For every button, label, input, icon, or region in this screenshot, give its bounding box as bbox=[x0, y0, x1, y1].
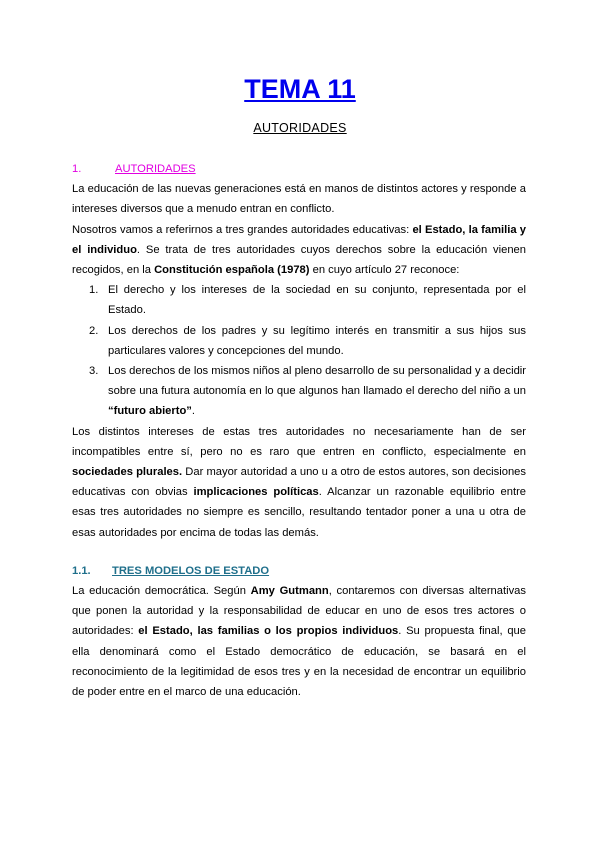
list-item bbox=[72, 280, 526, 320]
list-item-text: Los derechos de los padres y su legítimo interés en transmitir a sus hijos sus particulares valores y concepciones del mundo. bbox=[108, 324, 526, 357]
text-run: La educación democrática. Según bbox=[72, 585, 251, 598]
section-1-1-heading bbox=[72, 561, 526, 581]
text-run: , contaremos con diversas alternativas que ponen la autoridad y la responsabilidad de educar en uno de esos tres actores o autoridades: bbox=[72, 585, 526, 638]
list-marker: 3. bbox=[89, 365, 99, 378]
text-run: . Alcanzar un razonable equilibrio entre esas tres autoridades no siempre es sencillo, resultando tentador poner a una u otra de esas autoridades por encima de todas las demás. bbox=[72, 486, 527, 539]
text-run: . bbox=[191, 405, 196, 418]
list-item-text: Los derechos de los mismos niños al pleno desarrollo de su personalidad y a decidir sobre una futura autonomía en lo que algunos han llamado el derecho del niño a un bbox=[108, 365, 526, 398]
list-item bbox=[72, 321, 526, 361]
section-1-intro: La educación de las nuevas generaciones está en manos de distintos actores y responde a intereses diversos que a menudo entran en conflicto. bbox=[72, 183, 526, 216]
section-1-title: AUTORIDADES bbox=[115, 163, 196, 175]
document-subtitle: AUTORIDADES bbox=[253, 121, 347, 135]
text-run: Nosotros vamos a referirnos a tres grandes autoridades educativas: bbox=[72, 223, 413, 236]
bold-run: sociedades plurales. bbox=[72, 466, 183, 479]
list-marker: 1. bbox=[89, 284, 99, 297]
document-title: TEMA 11 bbox=[244, 74, 356, 104]
section-1-heading bbox=[72, 159, 526, 179]
section-1-1-paragraph bbox=[72, 581, 526, 702]
list-item bbox=[72, 361, 526, 422]
list-item-text: El derecho y los intereses de la sociedad en su conjunto, representada por el Estado. bbox=[108, 284, 526, 317]
section-1-paragraph-2 bbox=[72, 220, 526, 281]
text-run: Los distintos intereses de estas tres autoridades no necesariamente han de ser incompatibles entre sí, pero no es raro que entren en conflicto, especialmente en bbox=[72, 425, 526, 458]
bold-run: Amy Gutmann bbox=[250, 585, 329, 598]
bold-run: implicaciones políticas bbox=[193, 486, 319, 499]
text-run: . Se trata de tres autoridades cuyos derechos sobre la educación vienen recogidos, en la bbox=[72, 243, 526, 277]
text-run: Dar mayor autoridad a uno u a otro de estos autores, son decisiones educativas con obvias bbox=[72, 466, 526, 499]
section-1-1-number: 1.1. bbox=[72, 564, 91, 577]
document-body bbox=[72, 159, 526, 702]
section-1-1-title: TRES MODELOS DE ESTADO bbox=[112, 564, 270, 577]
bold-run: el Estado, la familia y el individuo bbox=[72, 223, 527, 256]
text-run: en cuyo artículo 27 reconoce: bbox=[309, 264, 460, 277]
rights-list bbox=[72, 280, 526, 421]
list-marker: 2. bbox=[89, 324, 99, 337]
section-1-number: 1. bbox=[72, 163, 82, 175]
bold-run: el Estado, las familias o los propios individuos bbox=[138, 625, 399, 638]
bold-run: “futuro abierto” bbox=[108, 405, 192, 418]
section-1-paragraph-3 bbox=[72, 422, 526, 543]
bold-run: Constitución española (1978) bbox=[154, 264, 310, 277]
text-run: . Su propuesta final, que ella denominará como el Estado democrático de educación, se basará en el reconocimiento de la legitimidad de esos tres y en la necesidad de encontrar un equilibrio de poder entre en el marco de una educación. bbox=[72, 625, 526, 699]
